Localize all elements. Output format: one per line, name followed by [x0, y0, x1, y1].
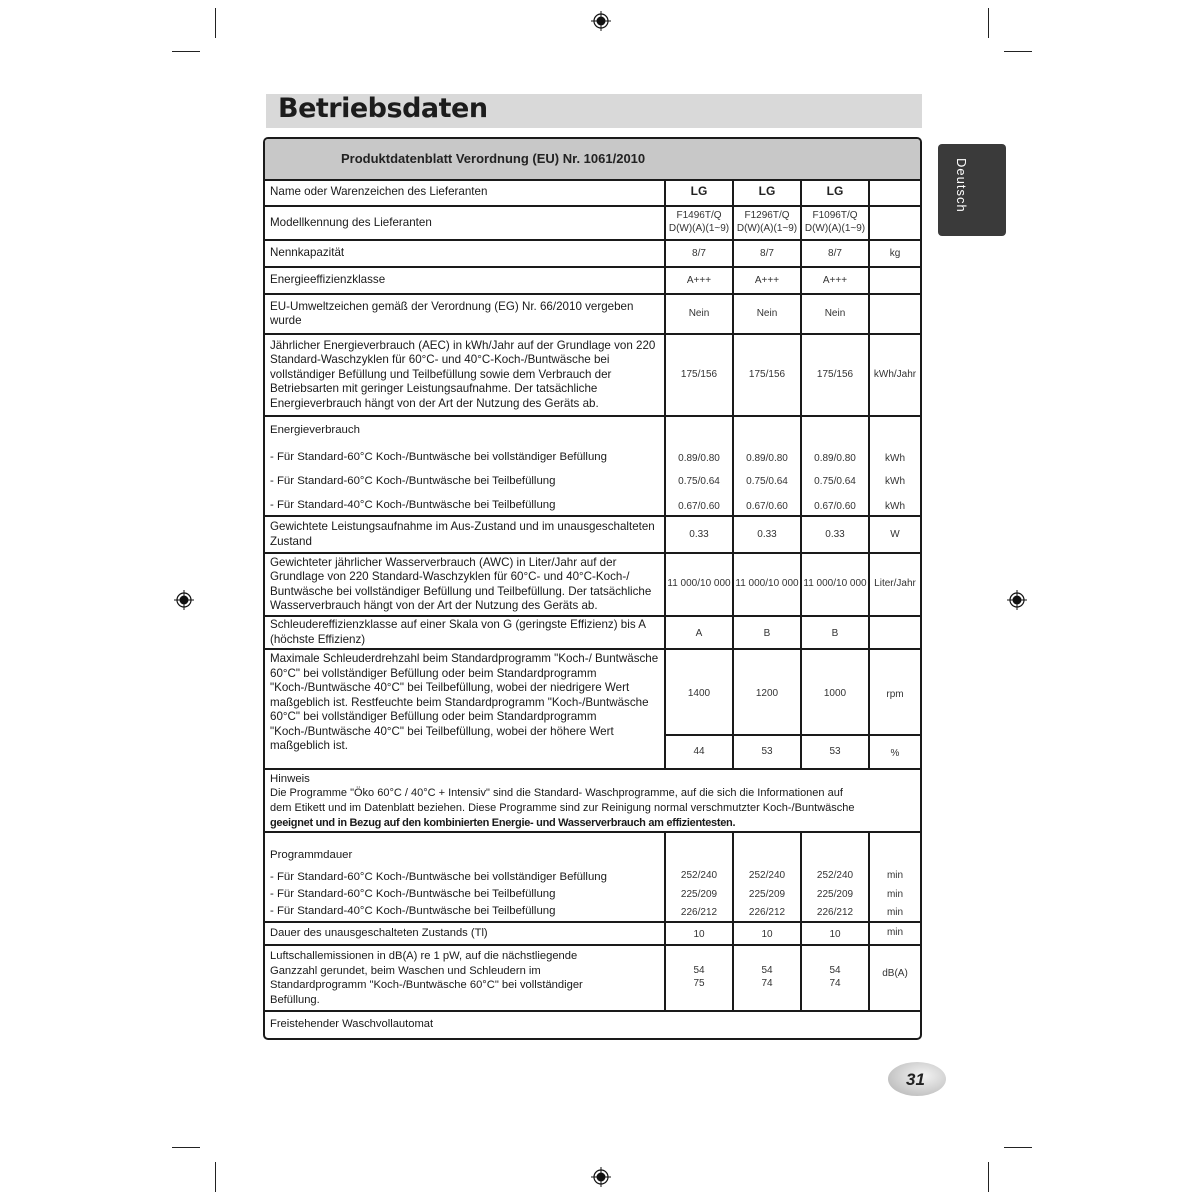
table-row-energy-consumption — [265, 417, 920, 517]
cell-value: 1400 — [687, 688, 711, 699]
sub-row-label: - Für Standard-40°C Koch-/Buntwäsche bei Teilbefüllung — [270, 905, 556, 917]
cell-value: LG — [826, 184, 844, 198]
cell-value: 8/7 — [692, 248, 706, 259]
cell-value: 0.89/0.80 — [814, 453, 856, 464]
cell-value: 54 — [761, 965, 773, 976]
table-footer — [265, 1012, 920, 1038]
cell-value: 0.89/0.80 — [746, 453, 788, 464]
cell-value: 0.33 — [825, 529, 845, 540]
cell-value: 11 000/10 000 — [803, 578, 867, 589]
unit-label: min — [886, 889, 904, 900]
registration-mark-icon — [591, 11, 611, 31]
table-row-energy-class — [265, 268, 920, 295]
row-label: Luftschallemissionen in dB(A) re 1 pW, auf die nächstliegende Ganzzahl gerundet, beim Waschen und Schleudern im Standardprogramm "Koch-/Buntwäsche 60°C" bei vollständiger Befüllung. — [265, 946, 666, 1010]
row-label: Gewichteter jährlicher Wasserverbrauch (AWC) in Liter/Jahr auf der Grundlage von 220 Standard-Waschzyklen für 60°C- und 40°C-Koch-/ Buntwäsche bei vollständiger Befüllung und Teilbefüllung. Der tatsächliche Wasserverbrauch hängt von der Art der Nutzung des Geräts ab. — [265, 554, 666, 615]
row-label: Nennkapazität — [265, 241, 666, 266]
unit-label: min — [886, 927, 904, 938]
note-text-bold: geeignet und in Bezug auf den kombinierten Energie- und Wasserverbrauch am effizientesten. — [270, 817, 736, 829]
note-text: Die Programme "Öko 60°C / 40°C + Intensiv" sind die Standard- Waschprogramme, auf die sich die Informationen auf — [270, 787, 843, 799]
crop-mark — [1004, 1147, 1032, 1148]
table-row-spin-speed — [265, 650, 920, 770]
cell-value: 10 — [693, 929, 705, 940]
unit-label: kWh — [885, 476, 905, 487]
cell-value: 226/212 — [816, 907, 854, 918]
table-row-spin-class — [265, 617, 920, 650]
cell-value: F1096T/Q — [812, 210, 858, 221]
cell-value: A+++ — [686, 275, 712, 286]
table-row-eco-label — [265, 295, 920, 335]
cell-value: 8/7 — [760, 248, 774, 259]
cell-value: 11 000/10 000 — [735, 578, 799, 589]
crop-mark — [988, 8, 989, 38]
cell-value: 226/212 — [748, 907, 786, 918]
sheet-heading: Produktdatenblatt Verordnung (EU) Nr. 1061/2010 — [341, 151, 646, 166]
row-label: Name oder Warenzeichen des Lieferanten — [265, 179, 666, 205]
crop-mark — [1004, 51, 1032, 52]
page-title-bar — [266, 94, 922, 128]
crop-mark — [172, 51, 200, 52]
table-row-noise — [265, 946, 920, 1012]
product-data-sheet — [263, 137, 922, 1040]
row-label: Maximale Schleuderdrehzahl beim Standardprogramm "Koch-/ Buntwäsche 60°C" bei vollständiger Befüllung oder beim Standardprogramm "Koch-/Buntwäsche 40°C" bei Teilbefüllung, wobei der niedrigere Wert maßgeblich ist. Restfeuchte beim Standardprogramm "Koch-/Buntwäsche 60°C" bei vollständiger Befüllung oder beim Standardprogramm "Koch-/Buntwäsche 40°C" bei Teilbefüllung, wobei der höhere Wert maßgeblich ist. — [265, 650, 666, 768]
cell-value: Nein — [756, 308, 778, 319]
cell-value: B — [831, 628, 839, 639]
row-label: Jährlicher Energieverbrauch (AEC) in kWh/Jahr auf der Grundlage von 220 Standard-Waschzyklen für 60°C- und 40°C-Koch-/Buntwäsche bei vollständiger Befüllung und Teilbefüllung sowie dem Verbrauch der Betriebsarten mit geringer Leistungsaufnahme. Der tatsächliche Energieverbrauch hängt von der Art der Nutzung des Geräts ab. — [265, 335, 666, 415]
footer-label: Freistehender Waschvollautomat — [270, 1018, 434, 1030]
table-row-aec — [265, 335, 920, 417]
cell-value: 10 — [761, 929, 773, 940]
unit-label: rpm — [886, 689, 904, 700]
cell-value: LG — [690, 184, 708, 198]
table-row-left-on-duration — [265, 923, 920, 946]
unit-label: min — [886, 870, 904, 881]
cell-value: LG — [758, 184, 776, 198]
cell-value: D(W)(A)(1~9) — [668, 223, 730, 234]
sheet-heading-bar — [265, 139, 920, 181]
cell-value: B — [763, 628, 771, 639]
unit-label: kg — [889, 248, 901, 259]
cell-value: 44 — [693, 746, 705, 757]
note-title: Hinweis — [270, 773, 310, 785]
cell-value: 10 — [829, 929, 841, 940]
cell-value: 0.67/0.60 — [746, 501, 788, 512]
sub-row-label: - Für Standard-60°C Koch-/Buntwäsche bei vollständiger Befüllung — [270, 451, 607, 463]
cell-value: 0.33 — [757, 529, 777, 540]
table-row-supplier — [265, 179, 920, 207]
cell-value: 175/156 — [816, 369, 854, 380]
cell-value: 225/209 — [748, 889, 786, 900]
table-row-capacity — [265, 241, 920, 268]
cell-value: 54 — [693, 965, 705, 976]
note-section — [265, 770, 920, 833]
table-row-water-consumption — [265, 554, 920, 617]
row-label: Dauer des unausgeschalteten Zustands (Tl) — [265, 923, 666, 944]
unit-label: W — [890, 529, 900, 540]
row-label: EU-Umweltzeichen gemäß der Verordnung (EG) Nr. 66/2010 vergeben wurde — [265, 295, 666, 333]
cell-value: F1496T/Q — [676, 210, 722, 221]
sub-row-label: - Für Standard-60°C Koch-/Buntwäsche bei vollständiger Befüllung — [270, 871, 607, 883]
crop-mark — [215, 8, 216, 38]
cell-value: A — [695, 628, 703, 639]
cell-value: D(W)(A)(1~9) — [804, 223, 866, 234]
language-tab-label: Deutsch — [954, 158, 969, 213]
cell-value: F1296T/Q — [744, 210, 790, 221]
registration-mark-icon — [1007, 590, 1027, 610]
row-label: Modellkennung des Lieferanten — [265, 207, 666, 239]
page-title: Betriebsdaten — [278, 93, 488, 124]
unit-label: min — [886, 907, 904, 918]
cell-value: 0.75/0.64 — [814, 476, 856, 487]
cell-value: 252/240 — [680, 870, 718, 881]
unit-label: kWh/Jahr — [873, 369, 917, 380]
cell-value: 54 — [829, 965, 841, 976]
cell-value: 225/209 — [816, 889, 854, 900]
cell-value: 175/156 — [680, 369, 718, 380]
cell-value: 0.75/0.64 — [746, 476, 788, 487]
unit-label: dB(A) — [882, 968, 908, 979]
unit-label: kWh — [885, 453, 905, 464]
row-label: Programmdauer — [270, 849, 353, 861]
cell-value: 0.67/0.60 — [814, 501, 856, 512]
crop-mark — [172, 1147, 200, 1148]
cell-value: 0.33 — [689, 529, 709, 540]
page-number-badge — [888, 1062, 946, 1096]
sub-row-label: - Für Standard-60°C Koch-/Buntwäsche bei Teilbefüllung — [270, 475, 556, 487]
cell-value: Nein — [688, 308, 710, 319]
row-label: Schleudereffizienzklasse auf einer Skala von G (geringste Effizienz) bis A (höchste Effizienz) — [265, 617, 666, 648]
cell-value: 8/7 — [828, 248, 842, 259]
table-row-standby-power — [265, 517, 920, 554]
cell-value: D(W)(A)(1~9) — [736, 223, 798, 234]
crop-mark — [988, 1162, 989, 1192]
language-tab — [938, 144, 1006, 236]
cell-value: 11 000/10 000 — [667, 578, 731, 589]
row-label: Energieeffizienzklasse — [265, 268, 666, 293]
cell-value: 252/240 — [816, 870, 854, 881]
page-number: 31 — [906, 1070, 925, 1089]
cell-value: A+++ — [754, 275, 780, 286]
registration-mark-icon — [591, 1167, 611, 1187]
cell-value: 1000 — [823, 688, 847, 699]
unit-label: Liter/Jahr — [874, 578, 916, 589]
cell-value: 225/209 — [680, 889, 718, 900]
crop-mark — [215, 1162, 216, 1192]
cell-value: 1200 — [755, 688, 779, 699]
cell-value: 75 — [693, 978, 705, 989]
cell-value: Nein — [824, 308, 846, 319]
row-label: Energieverbrauch — [270, 424, 360, 436]
sub-row-label: - Für Standard-60°C Koch-/Buntwäsche bei Teilbefüllung — [270, 888, 556, 900]
cell-value: 53 — [761, 746, 773, 757]
sub-row-label: - Für Standard-40°C Koch-/Buntwäsche bei Teilbefüllung — [270, 499, 556, 511]
cell-value: 175/156 — [748, 369, 786, 380]
row-label: Gewichtete Leistungsaufnahme im Aus-Zustand und im unausgeschalteten Zustand — [265, 517, 666, 552]
registration-mark-icon — [174, 590, 194, 610]
cell-value: 0.67/0.60 — [678, 501, 720, 512]
note-text: dem Etikett und im Datenblatt beziehen. Diese Programme sind zur Reinigung normal verschmutzter Koch-/Buntwäsche — [270, 802, 855, 814]
cell-value: 226/212 — [680, 907, 718, 918]
cell-value: 0.75/0.64 — [678, 476, 720, 487]
cell-value: 252/240 — [748, 870, 786, 881]
unit-label: % — [890, 748, 900, 759]
table-row-programme-duration — [265, 833, 920, 923]
cell-value: 74 — [761, 978, 773, 989]
cell-value: 74 — [829, 978, 841, 989]
cell-value: A+++ — [822, 275, 848, 286]
cell-value: 53 — [829, 746, 841, 757]
table-row-model — [265, 207, 920, 241]
cell-value: 0.89/0.80 — [678, 453, 720, 464]
unit-label: kWh — [885, 501, 905, 512]
